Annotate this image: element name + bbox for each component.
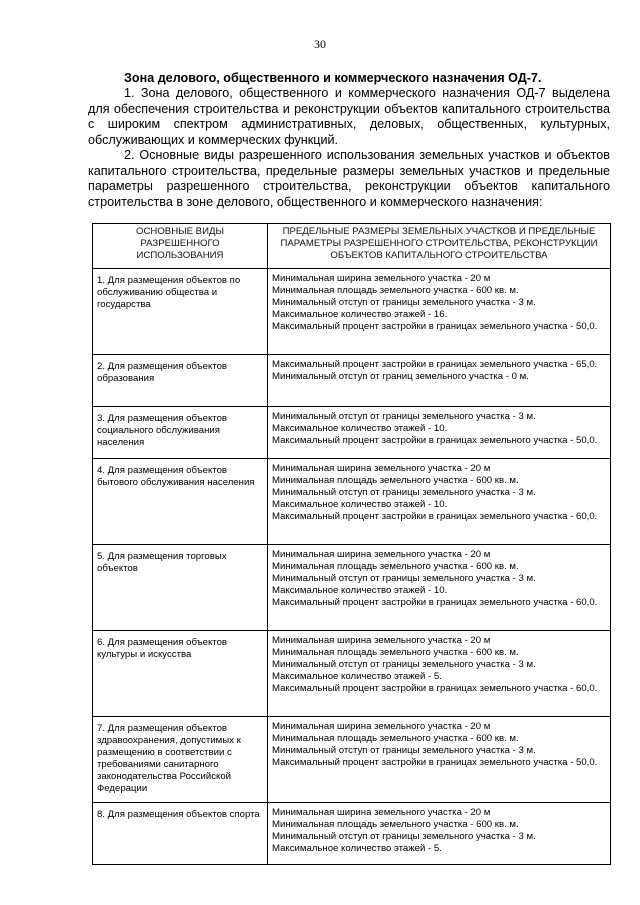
parameter-line: Максимальный процент застройки в границах земельного участка - 60,0. [272, 597, 598, 608]
parameters-cell [268, 803, 611, 865]
table-header-row [93, 224, 611, 269]
permitted-use-cell: 1. Для размещения объектов по обслуживанию общества и государства [93, 269, 268, 355]
parameter-line: Минимальная ширина земельного участка - 20 м [272, 463, 491, 474]
parameters-cell [268, 631, 611, 717]
header-permitted-uses: ОСНОВНЫЕ ВИДЫ РАЗРЕШЕННОГО ИСПОЛЬЗОВАНИЯ [93, 224, 268, 269]
parameter-line: Минимальная ширина земельного участка - 20 м [272, 635, 491, 646]
parameter-line: Минимальный отступ от границы земельного участка - 3 м. [272, 487, 536, 498]
parameter-line: Максимальный процент застройки в границах земельного участка - 65,0. [272, 359, 598, 370]
parameter-line: Максимальный процент застройки в границах земельного участка - 60,0. [272, 511, 598, 522]
parameter-line: Максимальное количество этажей - 5. [272, 843, 442, 854]
permitted-use-cell: 8. Для размещения объектов спорта [93, 803, 268, 865]
parameter-line: Минимальный отступ от границ земельного участка - 0 м. [272, 371, 529, 382]
page-number: 30 [314, 37, 326, 51]
section-heading: Зона делового, общественного и коммерческого назначения ОД-7. [124, 71, 542, 85]
parameter-line: Минимальная ширина земельного участка - 20 м [272, 273, 491, 284]
parameters-cell [268, 269, 611, 355]
parameter-line: Максимальный процент застройки в границах земельного участка - 50,0. [272, 435, 598, 446]
parameter-line: Минимальный отступ от границы земельного участка - 3 м. [272, 573, 536, 584]
zoning-parameters-table [92, 223, 611, 865]
parameter-line: Минимальный отступ от границы земельного участка - 3 м. [272, 659, 536, 670]
parameter-line: Минимальная площадь земельного участка - 600 кв. м. [272, 733, 519, 744]
parameter-line: Максимальное количество этажей - 10. [272, 423, 448, 434]
parameters-cell [268, 407, 611, 459]
parameter-line: Максимальное количество этажей - 16. [272, 309, 448, 320]
table-row [93, 803, 611, 865]
parameter-line: Максимальный процент застройки в границах земельного участка - 50,0. [272, 321, 598, 332]
parameter-line: Минимальная площадь земельного участка - 600 кв. м. [272, 819, 519, 830]
parameter-line: Максимальный процент застройки в границах земельного участка - 60,0. [272, 683, 598, 694]
parameter-line: Максимальное количество этажей - 10. [272, 585, 448, 596]
parameter-line: Минимальная площадь земельного участка - 600 кв. м. [272, 561, 519, 572]
parameter-line: Минимальная ширина земельного участка - 20 м [272, 721, 491, 732]
parameter-line: Максимальный процент застройки в границах земельного участка - 50,0. [272, 757, 598, 768]
parameters-cell [268, 545, 611, 631]
parameter-line: Минимальный отступ от границы земельного участка - 3 м. [272, 411, 536, 422]
document-body [88, 70, 610, 210]
parameters-cell [268, 355, 611, 407]
permitted-use-cell: 7. Для размещения объектов здравоохранения, допустимых к размещению в соответствии с требованиями санитарного законодательства Российской Федерации [93, 717, 268, 803]
parameter-line: Максимальное количество этажей - 5. [272, 671, 442, 682]
parameter-line: Максимальное количество этажей - 10. [272, 499, 448, 510]
parameter-line: Минимальный отступ от границы земельного участка - 3 м. [272, 745, 536, 756]
header-limit-parameters: ПРЕДЕЛЬНЫЕ РАЗМЕРЫ ЗЕМЕЛЬНЫХ УЧАСТКОВ И ПРЕДЕЛЬНЫЕ ПАРАМЕТРЫ РАЗРЕШЕННОГО СТРОИТЕЛЬСТВА, РЕКОНСТРУКЦИИ ОБЪЕКТОВ КАПИТАЛЬНОГО СТРОИТЕЛЬСТВА [268, 224, 611, 269]
paragraph-1: 1. Зона делового, общественного и коммерческого назначения ОД-7 выделена для обеспечения строительства и реконструкции объектов капитального строительства с широким спектром административных, деловых, общественных, культурных, обслуживающих и коммерческих функций. [88, 86, 610, 147]
table-row [93, 545, 611, 631]
table-row [93, 631, 611, 717]
permitted-use-cell: 2. Для размещения объектов образования [93, 355, 268, 407]
permitted-use-cell: 3. Для размещения объектов социального обслуживания населения [93, 407, 268, 459]
permitted-use-cell: 6. Для размещения объектов культуры и искусства [93, 631, 268, 717]
parameter-line: Минимальная площадь земельного участка - 600 кв. м. [272, 285, 519, 296]
table-row [93, 269, 611, 355]
permitted-use-cell: 5. Для размещения торговых объектов [93, 545, 268, 631]
parameter-line: Минимальная площадь земельного участка - 600 кв. м. [272, 647, 519, 658]
table-row [93, 459, 611, 545]
table-row [93, 355, 611, 407]
parameter-line: Минимальная ширина земельного участка - 20 м [272, 549, 491, 560]
parameter-line: Минимальная площадь земельного участка - 600 кв. м. [272, 475, 519, 486]
parameter-line: Минимальная ширина земельного участка - 20 м [272, 807, 491, 818]
permitted-use-cell: 4. Для размещения объектов бытового обслуживания населения [93, 459, 268, 545]
parameters-cell [268, 717, 611, 803]
parameter-line: Минимальный отступ от границы земельного участка - 3 м. [272, 831, 536, 842]
paragraph-2: 2. Основные виды разрешенного использования земельных участков и объектов капитального строительства, предельные размеры земельных участков и предельные параметры разрешенного строительства, реконструкции объектов капитального строительства в зоне делового, общественного и коммерческого назначения: [88, 148, 610, 209]
table-row [93, 407, 611, 459]
parameter-line: Минимальный отступ от границы земельного участка - 3 м. [272, 297, 536, 308]
table-row [93, 717, 611, 803]
parameters-cell [268, 459, 611, 545]
